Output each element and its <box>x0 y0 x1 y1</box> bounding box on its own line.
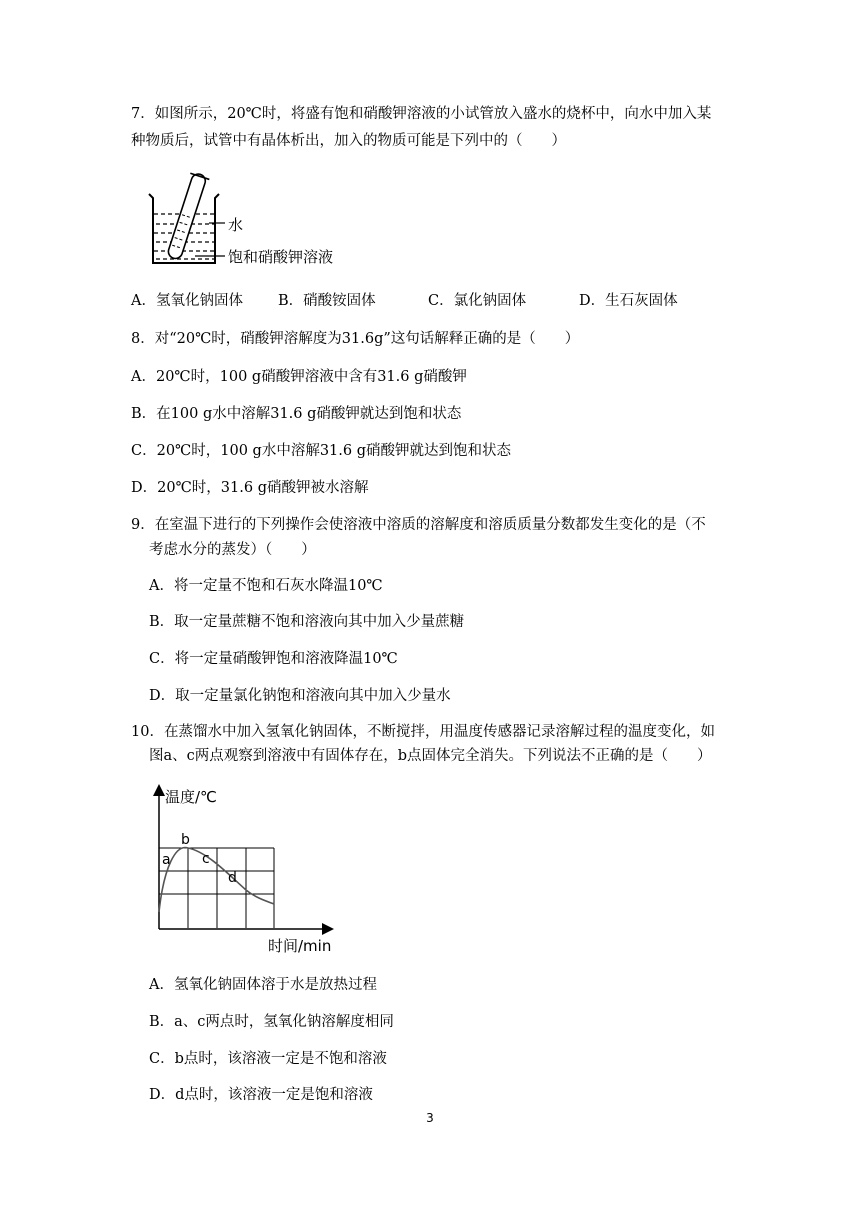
q9-option-d: D．取一定量氯化钠饱和溶液向其中加入少量水 <box>149 688 451 704</box>
graph-point-b: b <box>181 832 190 848</box>
q9-stem-line1: 9．在室温下进行的下列操作会使溶液中溶质的溶解度和溶质质量分数都发生变化的是（不 <box>131 517 706 533</box>
q8-option-c: C．20℃时，100 g水中溶解31.6 g硝酸钾就达到饱和状态 <box>131 443 512 459</box>
q9-option-a: A．将一定量不饱和石灰水降温10℃ <box>149 578 383 594</box>
beaker-label-solution: 饱和硝酸钾溶液 <box>228 248 334 266</box>
page-number: 3 <box>426 1111 434 1125</box>
graph-point-c: c <box>202 851 210 867</box>
q10-option-b: B．a、c两点时，氢氧化钠溶解度相同 <box>149 1014 394 1030</box>
q8-option-a: A．20℃时，100 g硝酸钾溶液中含有31.6 g硝酸钾 <box>131 369 467 385</box>
q9-option-b: B．取一定量蔗糖不饱和溶液向其中加入少量蔗糖 <box>149 614 465 630</box>
q9-option-c: C．将一定量硝酸钾饱和溶液降温10℃ <box>149 651 398 667</box>
q8-stem: 8．对“20℃时，硝酸钾溶解度为31.6g”这句话解释正确的是（ ） <box>131 331 580 347</box>
q10-option-d: D．d点时，该溶液一定是饱和溶液 <box>149 1087 373 1103</box>
graph-point-a: a <box>162 852 171 868</box>
graph-xlabel: 时间/min <box>268 937 332 955</box>
q7-option-c: C．氯化钠固体 <box>428 293 527 309</box>
temperature-graph <box>150 784 340 952</box>
graph-ylabel: 温度/℃ <box>165 788 217 806</box>
beaker-label-water: 水 <box>228 216 244 234</box>
graph-point-d: d <box>228 870 237 886</box>
q8-option-b: B．在100 g水中溶解31.6 g硝酸钾就达到饱和状态 <box>131 406 462 422</box>
q8-option-d: D．20℃时，31.6 g硝酸钾被水溶解 <box>131 480 369 496</box>
q7-option-b: B．硝酸铵固体 <box>278 293 376 309</box>
q7-option-d: D．生石灰固体 <box>579 293 678 309</box>
q7-stem-line1: 7．如图所示，20℃时，将盛有饱和硝酸钾溶液的小试管放入盛水的烧杯中，向水中加入某 <box>131 106 712 122</box>
q7-option-a: A．氢氧化钠固体 <box>131 293 243 309</box>
q9-stem-line2: 考虑水分的蒸发）（ ） <box>149 542 316 558</box>
q7-stem-line2: 种物质后，试管中有晶体析出，加入的物质可能是下列中的（ ） <box>131 133 566 149</box>
q10-stem-line1: 10．在蒸馏水中加入氢氧化钠固体，不断搅拌，用温度传感器记录溶解过程的温度变化，如 <box>131 724 715 740</box>
q10-stem-line2: 图a、c两点观察到溶液中有固体存在，b点固体完全消失。下列说法不正确的是（ ） <box>149 748 712 764</box>
q10-option-c: C．b点时，该溶液一定是不饱和溶液 <box>149 1051 387 1067</box>
q10-option-a: A．氢氧化钠固体溶于水是放热过程 <box>149 977 377 993</box>
